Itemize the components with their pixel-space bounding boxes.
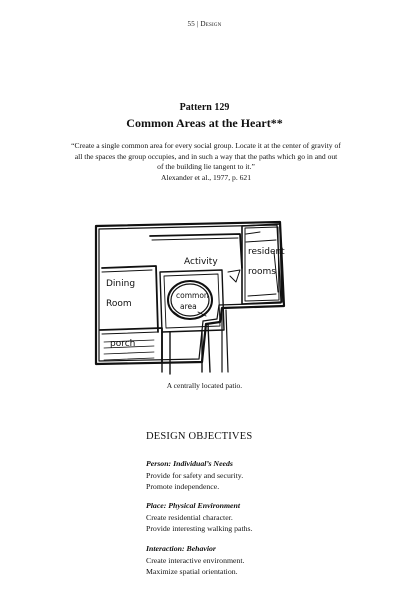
section-heading: Interaction: Behavior bbox=[146, 544, 216, 553]
label-dining: Dining bbox=[106, 279, 136, 289]
label-activity: Activity bbox=[184, 257, 218, 267]
quote-text: “Create a single common area for every social group. Locate it at the center of gravity of all the spaces the group occupies, and in such a way that the paths which go in and out of the building lie tangent to it.” bbox=[71, 141, 341, 171]
label-area: area bbox=[180, 302, 197, 311]
objectives-title: DESIGN OBJECTIVES bbox=[146, 431, 253, 442]
objective-section-place bbox=[146, 500, 253, 535]
objective-line: Provide for safety and security. bbox=[146, 470, 244, 480]
section-heading: Place: Physical Environment bbox=[146, 501, 240, 510]
objective-line: Maximize spatial orientation. bbox=[146, 567, 238, 576]
pattern-quote bbox=[71, 141, 341, 183]
label-porch: porch bbox=[110, 339, 136, 349]
objective-line: Create interactive environment. bbox=[146, 555, 245, 565]
objective-section-person bbox=[146, 458, 243, 493]
label-rooms: rooms bbox=[248, 267, 276, 277]
section-heading: Person: Individual’s Needs bbox=[146, 459, 233, 468]
pattern-title: Common Areas at the Heart** bbox=[126, 116, 283, 130]
section-name: Design bbox=[200, 20, 222, 28]
objective-line: Provide interesting walking paths. bbox=[146, 524, 253, 533]
page-number: 55 bbox=[187, 20, 195, 28]
quote-citation: Alexander et al., 1977, p. 621 bbox=[160, 172, 252, 182]
objective-line: Promote independence. bbox=[146, 482, 220, 491]
label-room: Room bbox=[106, 299, 132, 309]
pattern-number: Pattern 129 bbox=[179, 102, 230, 113]
header-separator: | bbox=[196, 20, 199, 28]
objective-line: Create residential character. bbox=[146, 512, 233, 522]
objective-section-interaction bbox=[146, 543, 245, 578]
running-header bbox=[0, 20, 409, 28]
label-resident: resident bbox=[248, 247, 285, 257]
label-common: common bbox=[176, 291, 209, 300]
floor-plan-sketch bbox=[90, 212, 306, 380]
figure-caption: A centrally located patio. bbox=[166, 381, 243, 390]
